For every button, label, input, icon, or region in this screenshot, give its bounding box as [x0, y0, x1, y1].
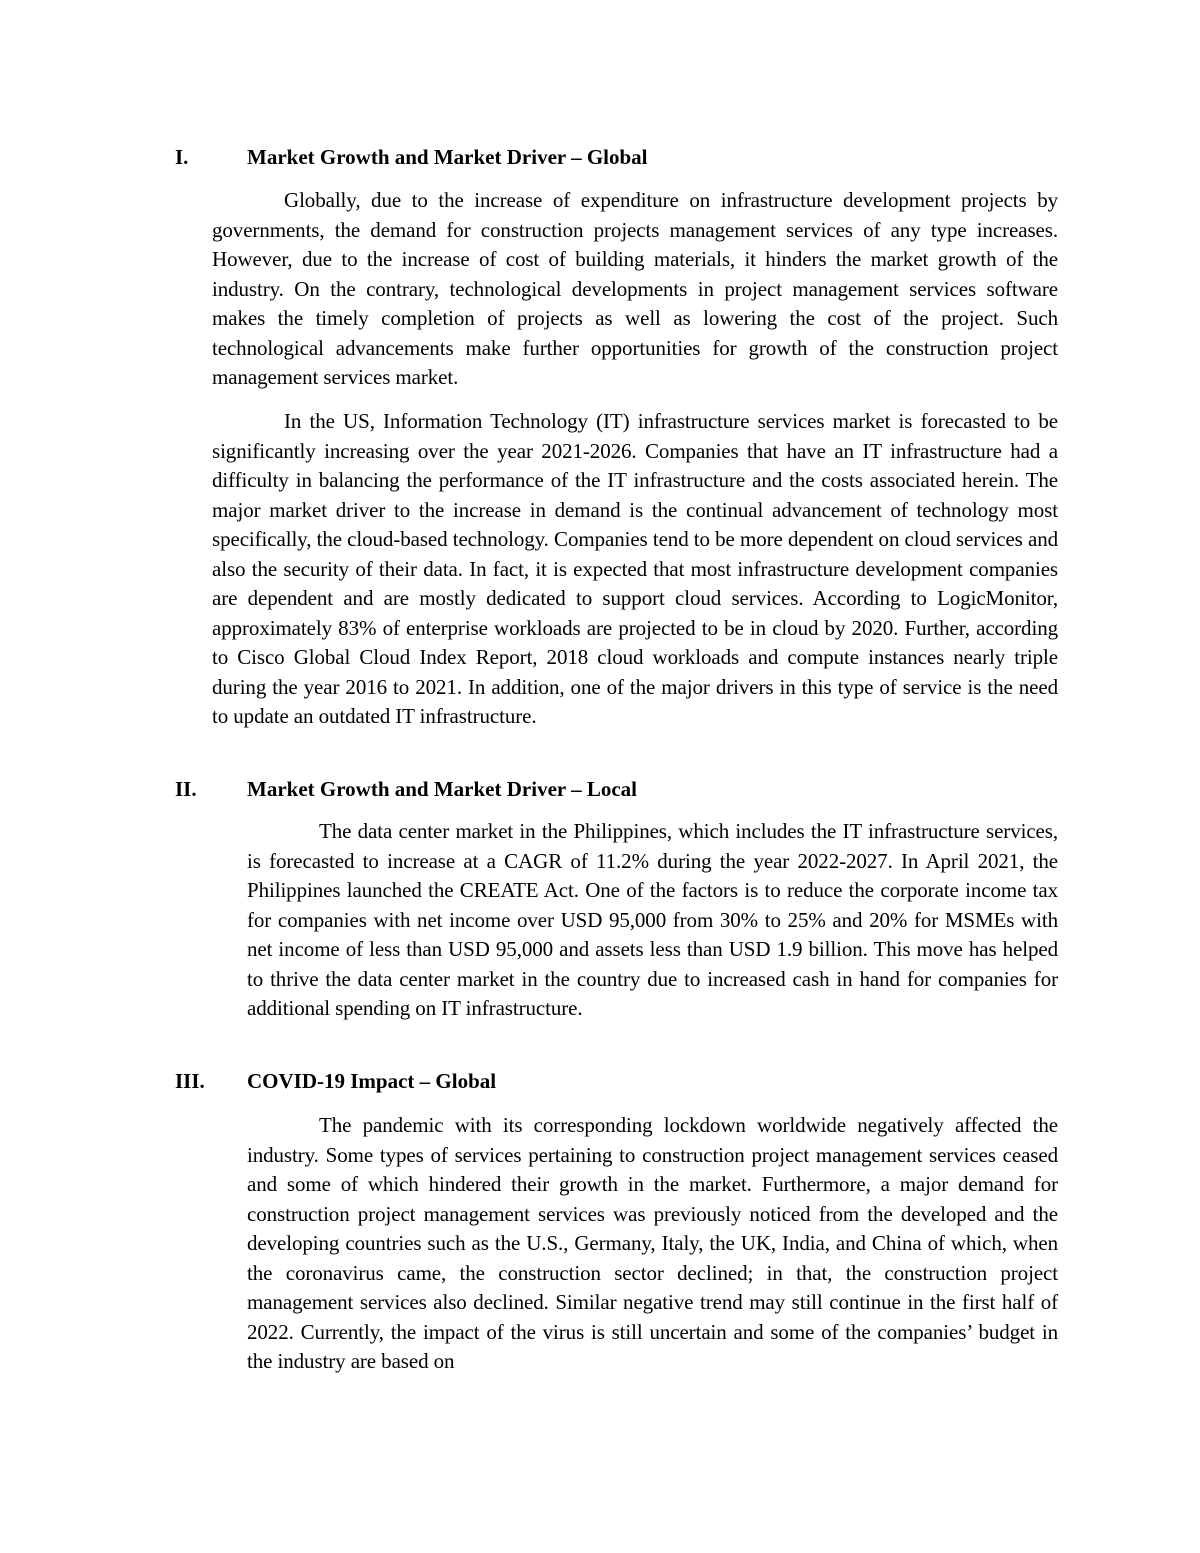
- paragraph-philippines-data-center: The data center market in the Philippines, which includes the IT infrastructure services, is forecasted to increase at a CAGR of 11.2% during the year 2022-2027. In April 2021, the Philippines launched the CREATE Act. One of the factors is to reduce the corporate income tax for companies with net income over USD 95,000 from 30% to 25% and 20% for MSMEs with net income of less than USD 95,000 and assets less than USD 1.9 billion. This move has helped to thrive the data center market in the country due to increased cash in hand for companies for additional spending on IT infrastructure.: [247, 819, 1058, 1020]
- section-numeral: II.: [175, 777, 197, 801]
- section-title: Market Growth and Market Driver – Global: [247, 145, 648, 169]
- section-numeral: I.: [175, 145, 189, 169]
- section-title: COVID-19 Impact – Global: [247, 1069, 497, 1093]
- section-heading: [0, 142, 1200, 172]
- paragraph-us-it-infrastructure: In the US, Information Technology (IT) infrastructure services market is forecasted to be significantly increasing over the year 2021-2026. Companies that have an IT infrastructure had a difficulty in balancing the performance of the IT infrastructure and the costs associated herein. The major market driver to the increase in demand is the continual advancement of technology most specifically, the cloud-based technology. Companies tend to be more dependent on cloud services and also the security of their data. In fact, it is expected that most infrastructure development companies are dependent and are mostly dedicated to support cloud services. According to LogicMonitor, approximately 83% of enterprise workloads are projected to be in cloud by 2020. Further, according to Cisco Global Cloud Index Report, 2018 cloud workloads and compute instances nearly triple during the year 2016 to 2021. In addition, one of the major drivers in this type of service is the need to update an outdated IT infrastructure.: [212, 409, 1058, 728]
- paragraph-global-overview: Globally, due to the increase of expenditure on infrastructure development projects by governments, the demand for construction projects management services of any type increases. However, due to the increase of cost of building materials, it hinders the market growth of the industry. On the contrary, technological developments in project management services software makes the timely completion of projects as well as lowering the cost of the project. Such technological advancements make further opportunities for growth of the construction project management services market.: [212, 188, 1058, 389]
- section-heading: [0, 774, 1200, 804]
- section-heading: [0, 1066, 1200, 1096]
- paragraph-pandemic-impact: The pandemic with its corresponding lockdown worldwide negatively affected the industry. Some types of services pertaining to construction project management services ceased and some of which hindered their growth in the market. Furthermore, a major demand for construction project management services was previously noticed from the developed and the developing countries such as the U.S., Germany, Italy, the UK, India, and China of which, when the coronavirus came, the construction sector declined; in that, the construction project management services also declined. Similar negative trend may still continue in the first half of 2022. Currently, the impact of the virus is still uncertain and some of the companies’ budget in the industry are based on: [247, 1113, 1058, 1373]
- section-title: Market Growth and Market Driver – Local: [247, 777, 637, 801]
- section-numeral: III.: [175, 1069, 205, 1093]
